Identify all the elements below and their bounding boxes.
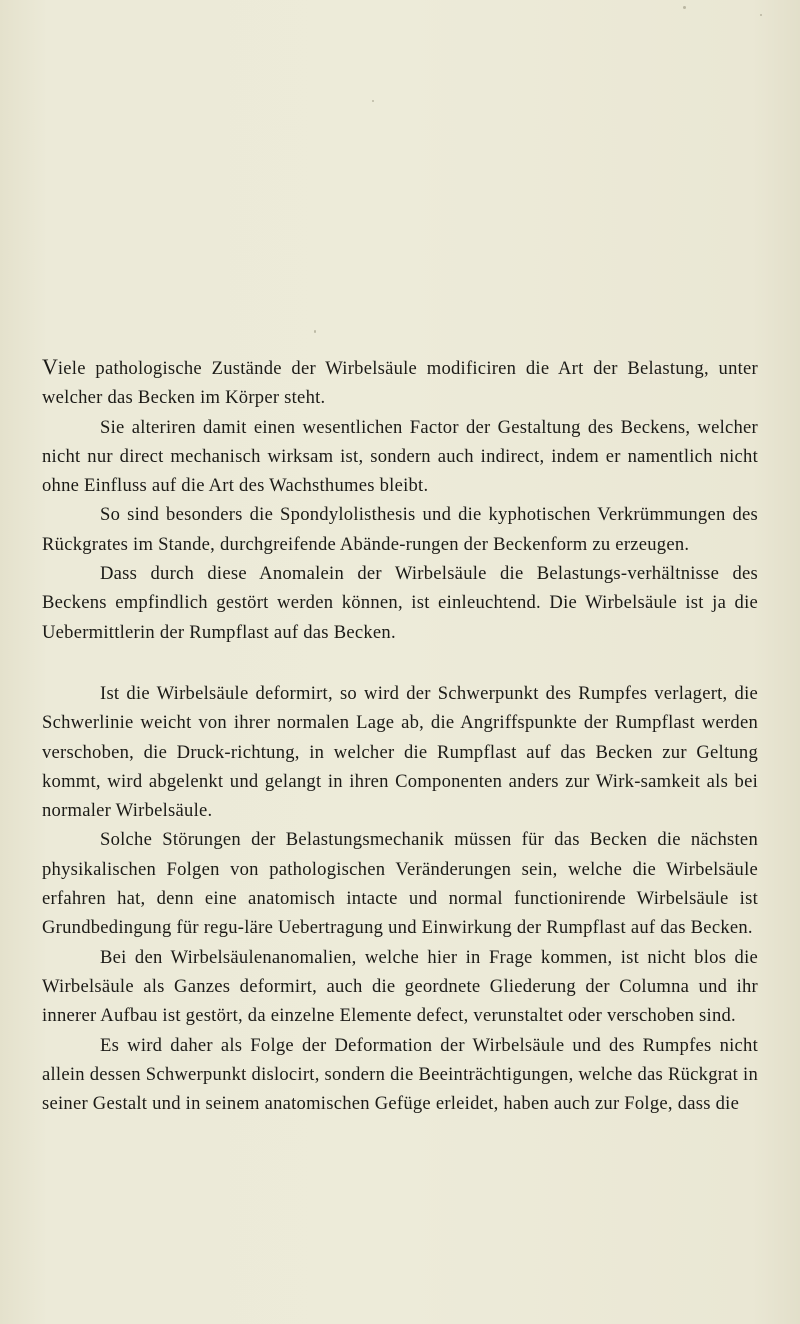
body-text	[42, 352, 758, 1118]
paragraph: Solche Störungen der Belastungsmechanik müssen für das Becken die nächsten physikalischen Folgen von pathologischen Veränderungen sein, welche die Wirbelsäule erfahren hat, denn eine anatomisch intacte und normal functionirende Wirbelsäule ist Grundbedingung für regu-läre Uebertragung und Einwirkung der Rumpflast auf das Becken.	[42, 829, 758, 939]
paper-speck	[683, 6, 686, 9]
paragraph: Dass durch diese Anomalein der Wirbelsäule die Belastungs-verhältnisse des Beckens empfindlich gestört werden können, ist einleuchtend. Die Wirbelsäule ist ja die Uebermittlerin der Rumpflast auf das Becken.	[42, 563, 758, 643]
paragraph: Ist die Wirbelsäule deformirt, so wird der Schwerpunkt des Rumpfes verlagert, die Schwerlinie weicht von ihrer normalen Lage ab, die Angriffspunkte der Rumpflast werden verschoben, die Druck-richtung, in welcher die Rumpflast auf das Becken zur Geltung kommt, wird abgelenkt und gelangt in ihren Componenten anders zur Wirk-samkeit als bei normaler Wirbelsäule.	[42, 682, 758, 822]
paper-speck	[760, 14, 762, 16]
paragraph: Bei den Wirbelsäulenanomalien, welche hier in Frage kommen, ist nicht blos die Wirbelsäule als Ganzes deformirt, auch die geordnete Gliederung der Columna und ihr innerer Aufbau ist gestört, da einzelne Elemente defect, verunstaltet oder verschoben sind.	[42, 946, 758, 1027]
section-gap	[42, 647, 758, 679]
initial-letter: V	[42, 354, 58, 379]
paper-speck	[314, 330, 316, 333]
paragraph	[42, 352, 758, 413]
paragraph: Sie alteriren damit einen wesentlichen Factor der Gestaltung des Beckens, welcher nicht nur direct mechanisch wirksam ist, sondern auch indirect, indem er namentlich nicht ohne Einfluss auf die Art des Wachsthumes bleibt.	[42, 416, 758, 497]
paragraph-text: iele pathologische Zustände der Wirbelsäule modificiren die Art der Belastung, unter welcher das Becken im Körper steht.	[42, 358, 758, 409]
paragraph: So sind besonders die Spondylolisthesis und die kyphotischen Verkrümmungen des Rückgrates im Stande, durchgreifende Abände-rungen der Beckenform zu erzeugen.	[42, 504, 758, 555]
paper-speck	[372, 100, 374, 102]
paragraph: Es wird daher als Folge der Deformation der Wirbelsäule und des Rumpfes nicht allein dessen Schwerpunkt dislocirt, sondern die Beeinträchtigungen, welche das Rückgrat in seiner Gestalt und in seinem anatomischen Gefüge erleidet, haben auch zur Folge, dass die	[42, 1034, 758, 1115]
